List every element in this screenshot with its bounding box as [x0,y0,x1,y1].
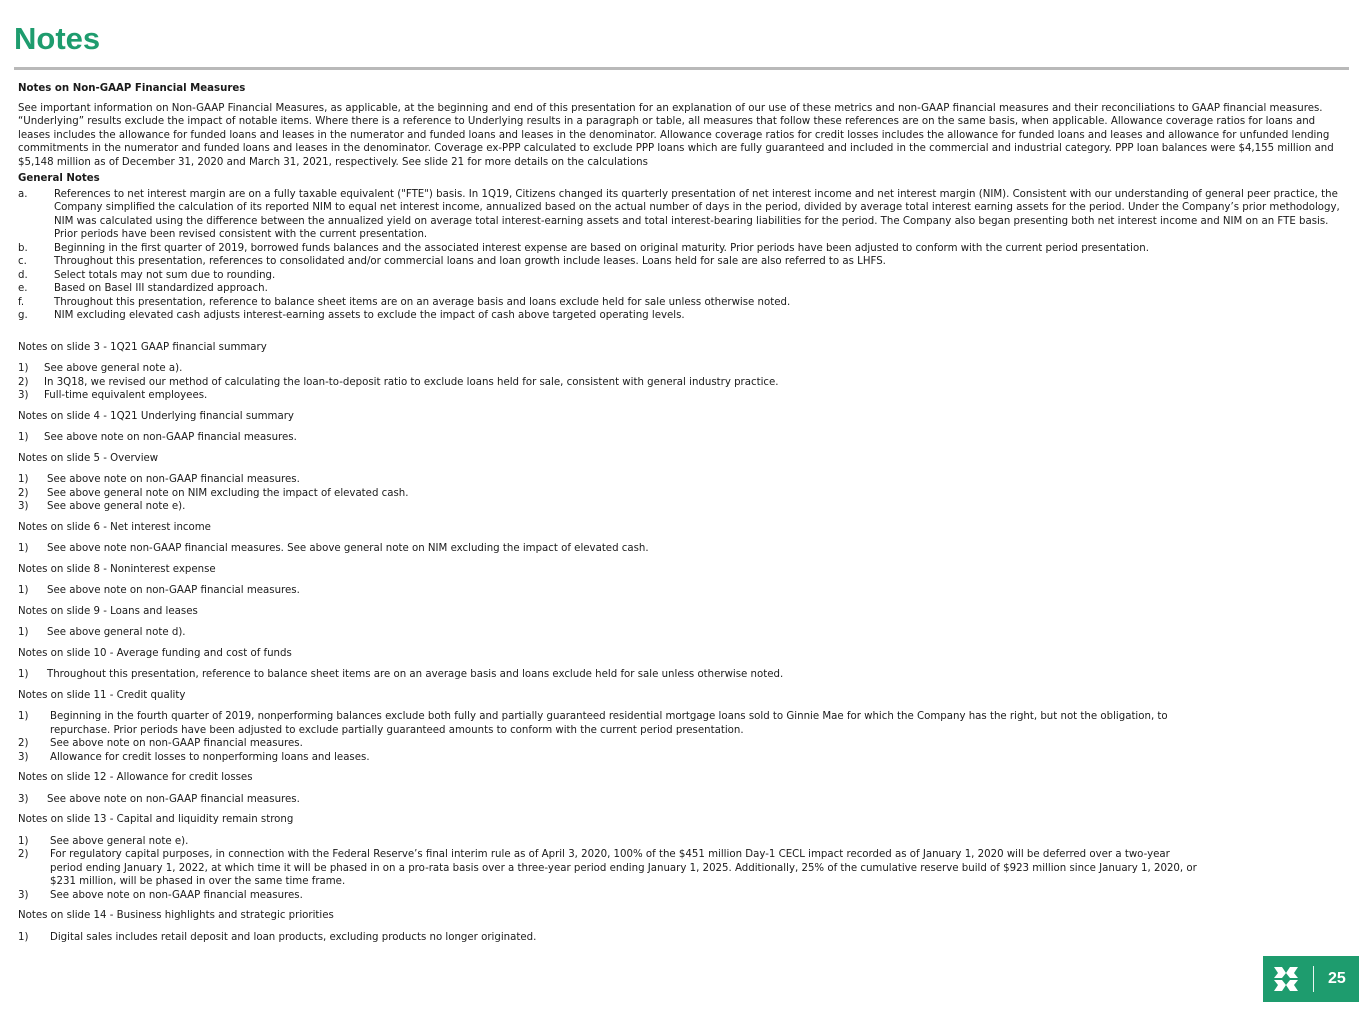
general-note-marker: b. [18,242,28,254]
slide-note-text: See above general note d). [47,627,186,638]
non-gaap-body: See important information on Non-GAAP Financial Measures, as applicable, at the beginning and end of this presentation for an explanation of our use of these metrics and non-GAAP financial measures and their reconciliations to GAAP financial measures. “Underlying” results exclude the impact of notable items. Where there is a reference to Underlying results in a paragraph or table, all measures that follow these references are on the same basis, when applicable. Allowance coverage ratios for loans and leases includes the allowance for funded loans and leases in the numerator and funded loans and leases in the denominator. Allowance coverage ratios for credit losses includes the allowance for funded loans and leases and allowance for unfunded lending commitments in the numerator and funded loans and leases in the denominator. Coverage ex-PPP calculated to exclude PPP loans which are fully guaranteed and included in the commercial and industrial category. PPP loan balances were $4,155 million and $5,148 million as of December 31, 2020 and March 31, 2021, respectively. See slide 21 for more details on the calculations [18,102,1334,168]
slide-note-marker: 1) [18,363,29,374]
slide-note-item [18,751,1343,765]
slide-note-section [18,605,1343,640]
slide-note-item [18,542,1343,556]
slide-note-marker: 2) [18,849,29,860]
slide-note-marker: 2) [18,376,29,388]
slide-note-text: Beginning in the fourth quarter of 2019, nonperforming balances exclude both fully and partially guaranteed residential mortgage loans sold to Ginnie Mae for which the Company has the right, but not the obligation, to repurchase. Prior periods have been adjusted to exclude partially guaranteed amounts to conform with the current period presentation. [50,711,1168,736]
slide-note-marker: 3) [18,751,29,763]
slide-note-marker: 1) [18,711,29,722]
slide-note-heading: Notes on slide 12 - Allowance for credit losses [18,772,253,783]
non-gaap-heading: Notes on Non-GAAP Financial Measures [18,83,246,94]
slide-note-item [18,487,1343,501]
general-note-marker: a. [18,188,28,200]
slide-note-item [18,473,1343,487]
slide-note-heading: Notes on slide 6 - Net interest income [18,521,211,533]
slide-note-heading: Notes on slide 3 - 1Q21 GAAP financial summary [18,341,267,353]
slide-note-item [18,668,1343,682]
slide-note-item [18,389,1343,403]
slide-note-marker: 1) [18,669,29,680]
slide-note-section [18,689,1343,765]
slide-note-heading: Notes on slide 11 - Credit quality [18,689,186,701]
slide-note-item [18,848,1343,889]
slide-note-section [18,909,1343,944]
general-notes-heading: General Notes [18,173,100,184]
slide-note-section [18,813,1343,902]
slide-note-text: Digital sales includes retail deposit and loan products, excluding products no longer originated. [50,931,537,943]
slide-note-text: See above note on non-GAAP financial measures. [47,585,300,596]
slide-note-item [18,737,1343,751]
slide-note-item [18,931,1343,945]
slide-note-list [18,473,1343,514]
slide-note-text: Full-time equivalent employees. [44,390,208,401]
slide-note-marker: 1) [18,931,29,943]
general-note-marker: f. [18,296,25,308]
slide-note-item [18,710,1343,737]
slide-note-section [18,341,1343,403]
slide-note-item [18,626,1343,640]
slide-note-text: See above general note a). [44,363,183,374]
slide-note-heading: Notes on slide 8 - Noninterest expense [18,563,216,575]
general-note-item [18,255,1343,269]
slide-note-heading: Notes on slide 10 - Average funding and cost of funds [18,647,292,659]
footer-badge [1263,956,1359,1002]
slide-note-marker: 1) [18,585,29,596]
slide-note-marker: 3) [18,793,29,805]
slide-note-list [18,793,1343,807]
slide-note-text: Throughout this presentation, reference to balance sheet items are on an average basis and loans exclude held for sale unless otherwise noted. [47,669,784,680]
slide-note-list [18,362,1343,403]
general-note-item [18,309,1343,323]
badge-divider [1313,966,1314,992]
slide-note-heading: Notes on slide 14 - Business highlights and strategic priorities [18,910,334,921]
slide-note-text: Allowance for credit losses to nonperforming loans and leases. [50,751,370,763]
page-number: 25 [1328,970,1346,987]
slide-note-marker: 1) [18,627,29,638]
page-title: Notes [14,21,101,56]
slide-note-section [18,452,1343,514]
general-note-text: References to net interest margin are on a fully taxable equivalent ("FTE") basis. In 1Q19, Citizens changed its quarterly presentation of net interest income and net interest margin (NIM). Consistent with our understanding of general peer practice, the Company simplified the calculation of its reported NIM to equal net interest income, annualized based on the actual number of days in the period, divided by average total interest earning assets for the period. Under the Company’s prior methodology, NIM was calculated using the difference between the annualized yield on average total interest-earning assets and total interest-bearing liabilities for the period. The Company also began presenting both net interest income and NIM on an FTE basis. Prior periods have been revised consistent with the current presentation. [54,188,1340,240]
slide-note-text: See above general note e). [50,835,189,847]
slide-note-list [18,542,1343,556]
slide-note-heading: Notes on slide 4 - 1Q21 Underlying financial summary [18,410,294,422]
slide-note-marker: 1) [18,474,29,485]
slide-note-text: See above general note on NIM excluding the impact of elevated cash. [47,487,409,499]
slide-note-list [18,626,1343,640]
slide-note-item [18,889,1343,903]
general-note-text: Based on Basel III standardized approach. [54,283,268,294]
slide-note-marker: 2) [18,487,29,499]
title-divider [14,67,1349,70]
slide-note-marker: 1) [18,835,29,847]
slide-note-marker: 1) [18,543,29,554]
slide-note-list [18,710,1343,764]
slide-note-list [18,931,1343,945]
slide-note-heading: Notes on slide 5 - Overview [18,452,159,464]
slide-note-item [18,362,1343,376]
slide-note-section [18,647,1343,682]
general-note-item [18,188,1343,242]
slide-note-section [18,771,1343,806]
slide-note-marker: 2) [18,738,29,749]
slide-note-text: See above note non-GAAP financial measures. See above general note on NIM excluding the impact of elevated cash. [47,543,649,554]
slide-note-item [18,835,1343,849]
slide-note-item [18,584,1343,598]
slide-note-text: See above note on non-GAAP financial measures. [50,738,303,749]
slide-note-text: See above note on non-GAAP financial measures. [47,793,300,805]
slide-note-item [18,376,1343,390]
general-note-item [18,282,1343,296]
slide-note-marker: 1) [18,432,29,443]
slide-note-text: In 3Q18, we revised our method of calculating the loan-to-deposit ratio to exclude loans held for sale, consistent with general industry practice. [44,376,779,388]
slide-note-section [18,410,1343,445]
slide-note-heading: Notes on slide 9 - Loans and leases [18,605,198,617]
general-note-item [18,269,1343,283]
general-note-marker: e. [18,283,28,294]
general-note-item [18,296,1343,310]
general-note-text: Throughout this presentation, references to consolidated and/or commercial loans and loan growth include leases. Loans held for sale are also referred to as LHFS. [54,256,886,267]
slide-note-section [18,563,1343,598]
citizens-logo-icon [1271,964,1301,994]
notes-content [18,82,1343,944]
general-note-item [18,242,1343,256]
general-note-text: NIM excluding elevated cash adjusts interest-earning assets to exclude the impact of cash above targeted operating levels. [54,310,685,321]
slide-note-list [18,584,1343,598]
slide-note-list [18,835,1343,903]
slide-note-heading: Notes on slide 13 - Capital and liquidity remain strong [18,814,294,825]
slide-note-marker: 3) [18,390,29,401]
slide-note-marker: 3) [18,501,29,512]
slide-notes [18,341,1343,945]
slide-note-list [18,668,1343,682]
slide-note-text: See above note on non-GAAP financial measures. [44,432,297,443]
general-note-text: Select totals may not sum due to rounding. [54,269,276,281]
slide-note-text: For regulatory capital purposes, in connection with the Federal Reserve’s final interim rule as of April 3, 2020, 100% of the $451 million Day-1 CECL impact recorded as of January 1, 2020 will be deferred over a two-year period ending January 1, 2022, at which time it will be phased in on a pro-rata basis over a three-year period ending January 1, 2025. Additionally, 25% of the cumulative reserve build of $923 million since January 1, 2020, or $231 million, will be phased in over the same time frame. [50,849,1197,887]
slide-note-item [18,500,1343,514]
slide-note-text: See above general note e). [47,501,186,512]
slide-note-text: See above note on non-GAAP financial measures. [50,889,303,901]
general-note-text: Beginning in the first quarter of 2019, borrowed funds balances and the associated interest expense are based on original maturity. Prior periods have been adjusted to conform with the current period presentation. [54,242,1149,254]
slide-note-item [18,431,1343,445]
general-note-text: Throughout this presentation, reference to balance sheet items are on an average basis and loans exclude held for sale unless otherwise noted. [54,296,791,308]
slide-note-list [18,431,1343,445]
general-note-marker: c. [18,256,27,267]
general-notes-list [18,188,1343,323]
slide-note-text: See above note on non-GAAP financial measures. [47,474,300,485]
general-note-marker: g. [18,310,28,321]
slide-note-marker: 3) [18,889,29,901]
general-note-marker: d. [18,269,28,281]
slide-note-item [18,793,1343,807]
slide-note-section [18,521,1343,556]
